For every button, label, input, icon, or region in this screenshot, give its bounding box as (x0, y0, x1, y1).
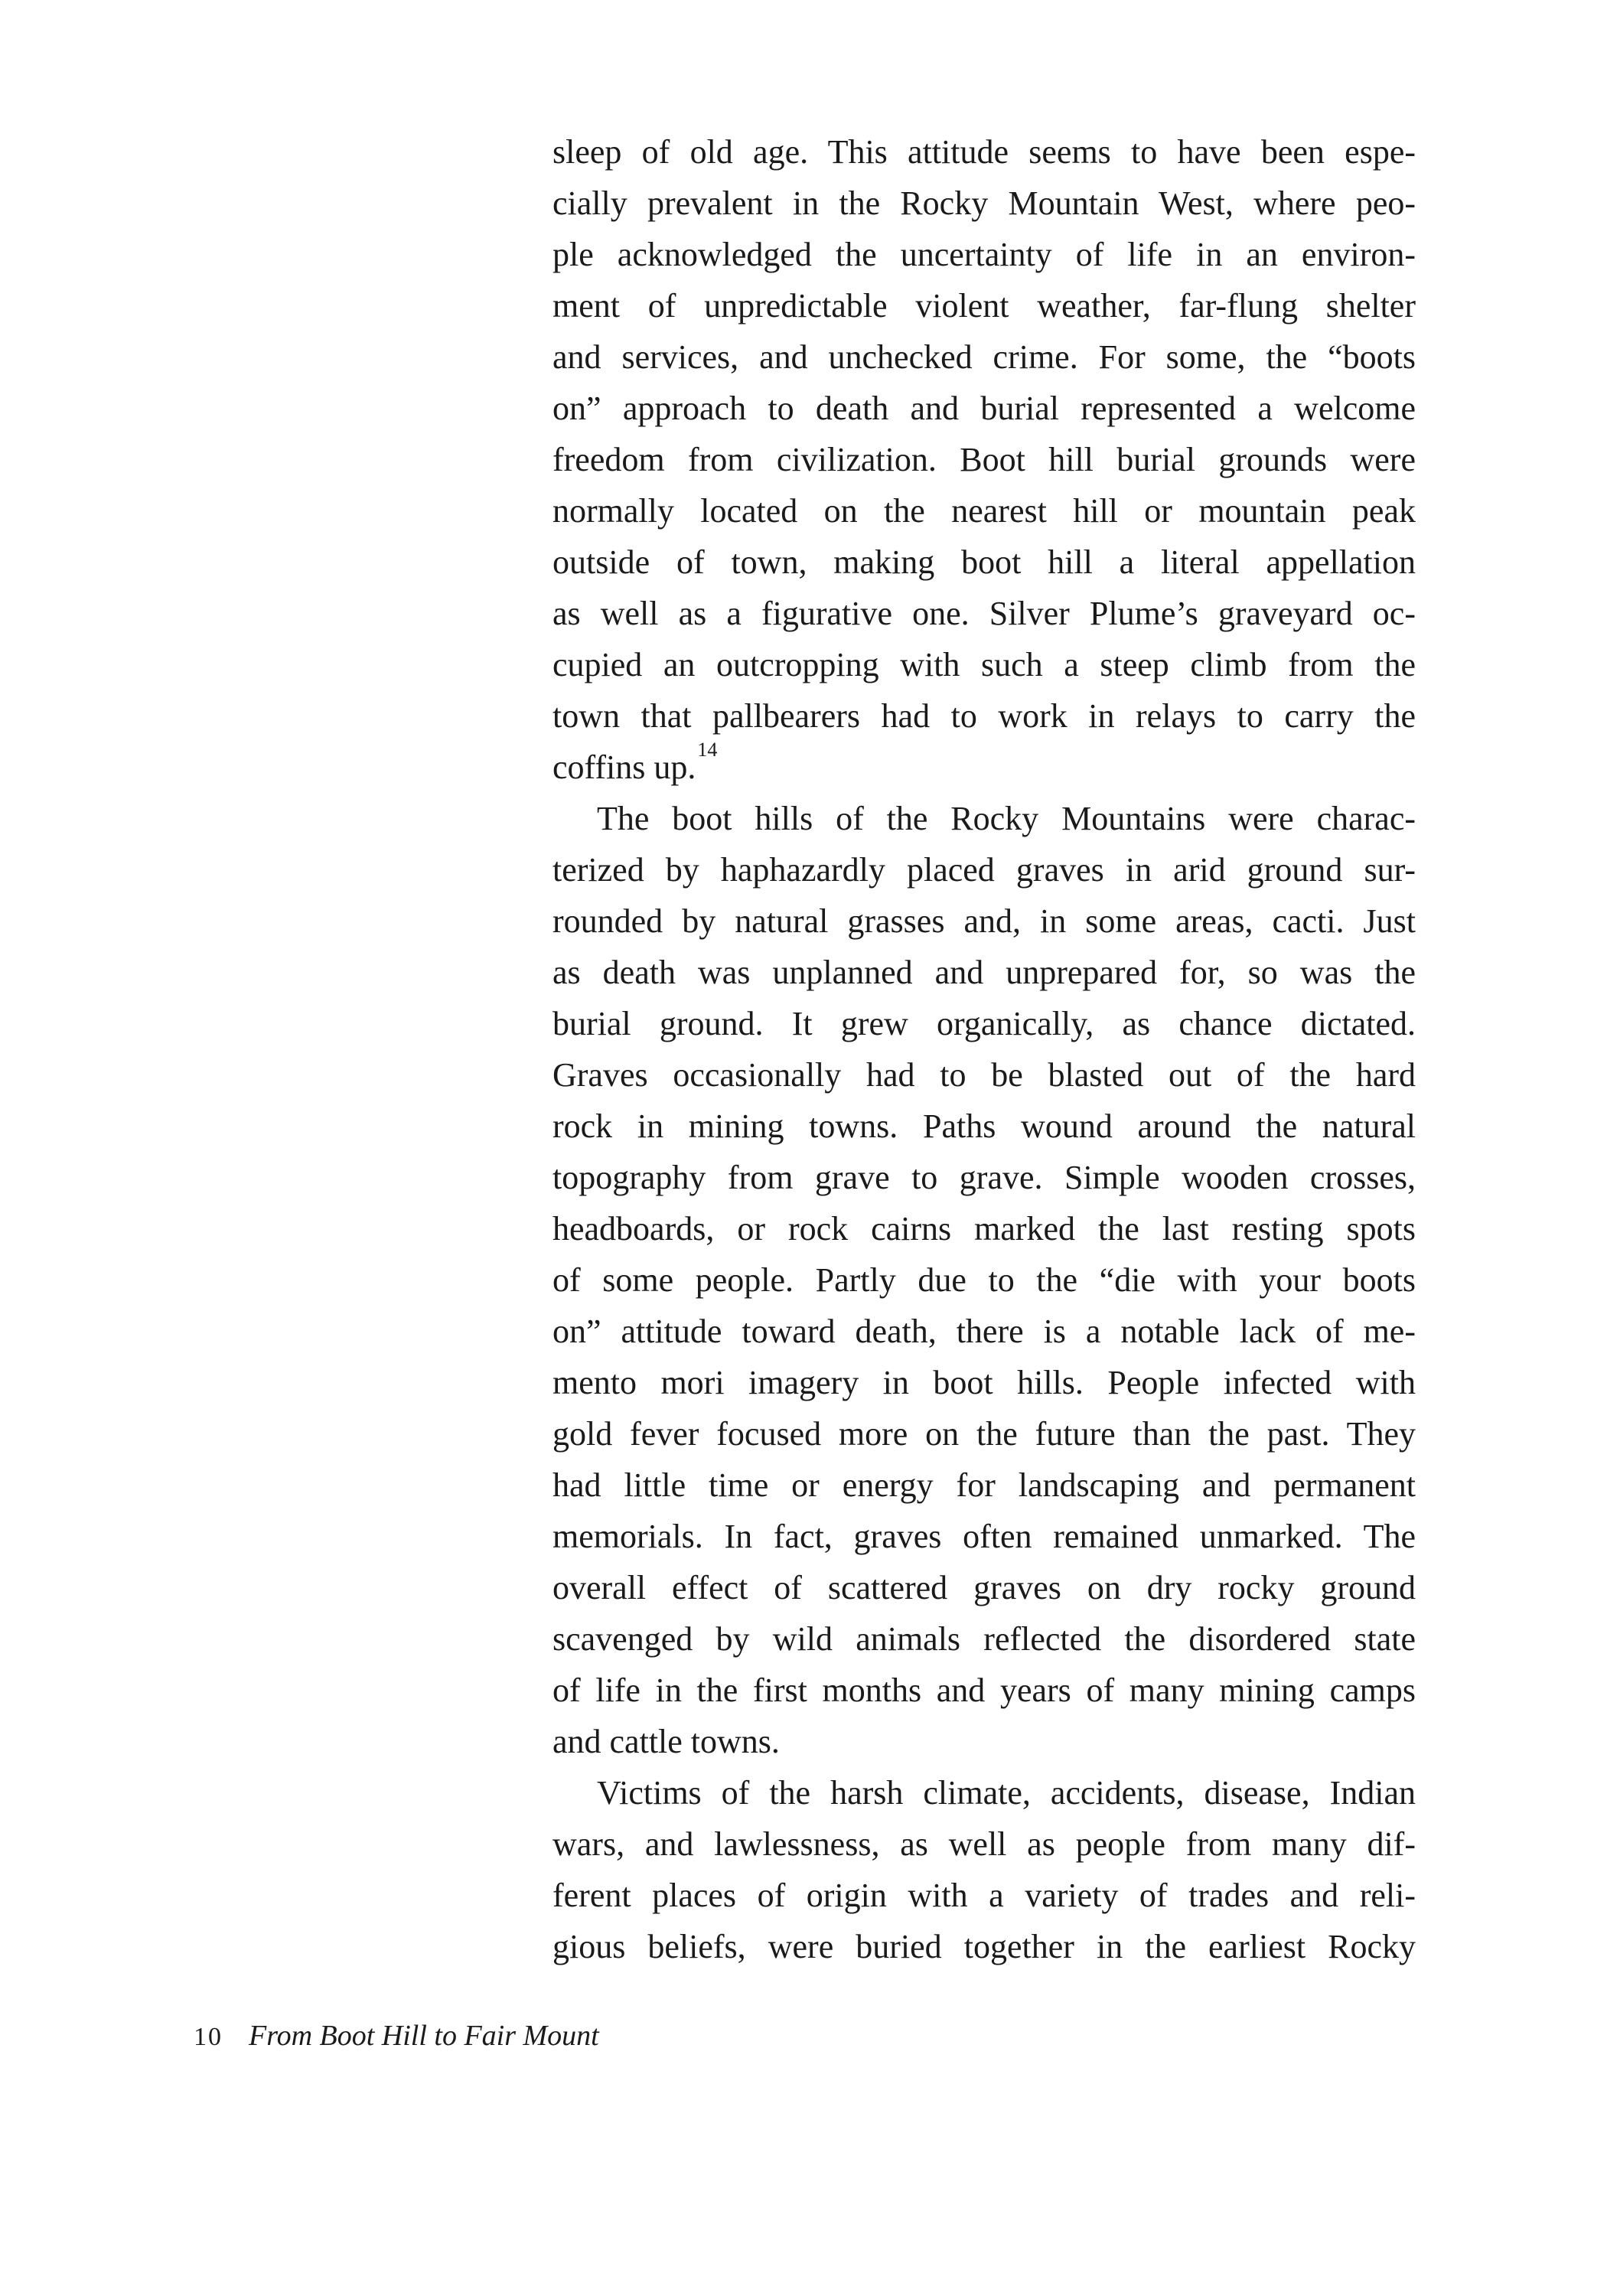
text-line: Victims of the harsh climate, accidents, disease, Indian (597, 1774, 1416, 1812)
running-title: From Boot Hill to Fair Mount (249, 2020, 599, 2052)
body-text (553, 126, 1416, 1972)
text-line: town that pallbearers had to work in relays to carry the (553, 697, 1416, 735)
text-line: gold fever focused more on the future than the past. They (553, 1415, 1416, 1453)
text-line: mento mori imagery in boot hills. People infected with (553, 1364, 1416, 1401)
text-line: cially prevalent in the Rocky Mountain West, where peo- (553, 184, 1416, 222)
text-line: cupied an outcropping with such a steep climb from the (553, 646, 1416, 683)
text-line: as death was unplanned and unprepared for, so was the (553, 954, 1416, 991)
text-line: and services, and unchecked crime. For some, the “boots (553, 338, 1416, 376)
text-line: topography from grave to grave. Simple wooden crosses, (553, 1159, 1416, 1196)
text-line: rounded by natural grasses and, in some areas, cacti. Just (553, 902, 1416, 940)
text-line: scavenged by wild animals reflected the disordered state (553, 1620, 1416, 1658)
text-line: ferent places of origin with a variety of trades and reli- (553, 1877, 1416, 1914)
page-footer (194, 2018, 599, 2060)
text-line: had little time or energy for landscaping and permanent (553, 1466, 1416, 1504)
footnote-reference: 14 (697, 738, 718, 761)
text-line: and cattle towns. (553, 1723, 780, 1760)
text-line: The boot hills of the Rocky Mountains were charac- (597, 800, 1416, 837)
text-line: sleep of old age. This attitude seems to have been espe- (553, 133, 1416, 171)
text-line: freedom from civilization. Boot hill burial grounds were (553, 441, 1416, 478)
text-line: gious beliefs, were buried together in the earliest Rocky (553, 1928, 1416, 1965)
text-line: Graves occasionally had to be blasted out of the hard (553, 1056, 1416, 1094)
text-line: memorials. In fact, graves often remained unmarked. The (553, 1518, 1416, 1555)
text-line: wars, and lawlessness, as well as people from many dif- (553, 1825, 1416, 1863)
text-line: ment of unpredictable violent weather, far-flung shelter (553, 287, 1416, 325)
text-line: headboards, or rock cairns marked the last resting spots (553, 1210, 1416, 1247)
text-line: of some people. Partly due to the “die with your boots (553, 1261, 1416, 1299)
text-line: on” approach to death and burial represented a welcome (553, 390, 1416, 427)
text-line: coffins up.$^{14}$ (553, 738, 718, 786)
text-line: terized by haphazardly placed graves in arid ground sur- (553, 851, 1416, 889)
page-number: 10 (194, 2023, 223, 2051)
text-line: as well as a figurative one. Silver Plume’s graveyard oc- (553, 595, 1416, 632)
text-line: rock in mining towns. Paths wound around the natural (553, 1107, 1416, 1145)
text-line: outside of town, making boot hill a literal appellation (553, 543, 1416, 581)
text-line: burial ground. It grew organically, as chance dictated. (553, 1005, 1416, 1042)
text-line: on” attitude toward death, there is a notable lack of me- (553, 1313, 1416, 1350)
text-line: overall effect of scattered graves on dry rocky ground (553, 1569, 1416, 1606)
text-line: ple acknowledged the uncertainty of life in an environ- (553, 236, 1416, 273)
text-line: of life in the first months and years of many mining camps (553, 1671, 1416, 1709)
text-line: normally located on the nearest hill or mountain peak (553, 492, 1416, 530)
